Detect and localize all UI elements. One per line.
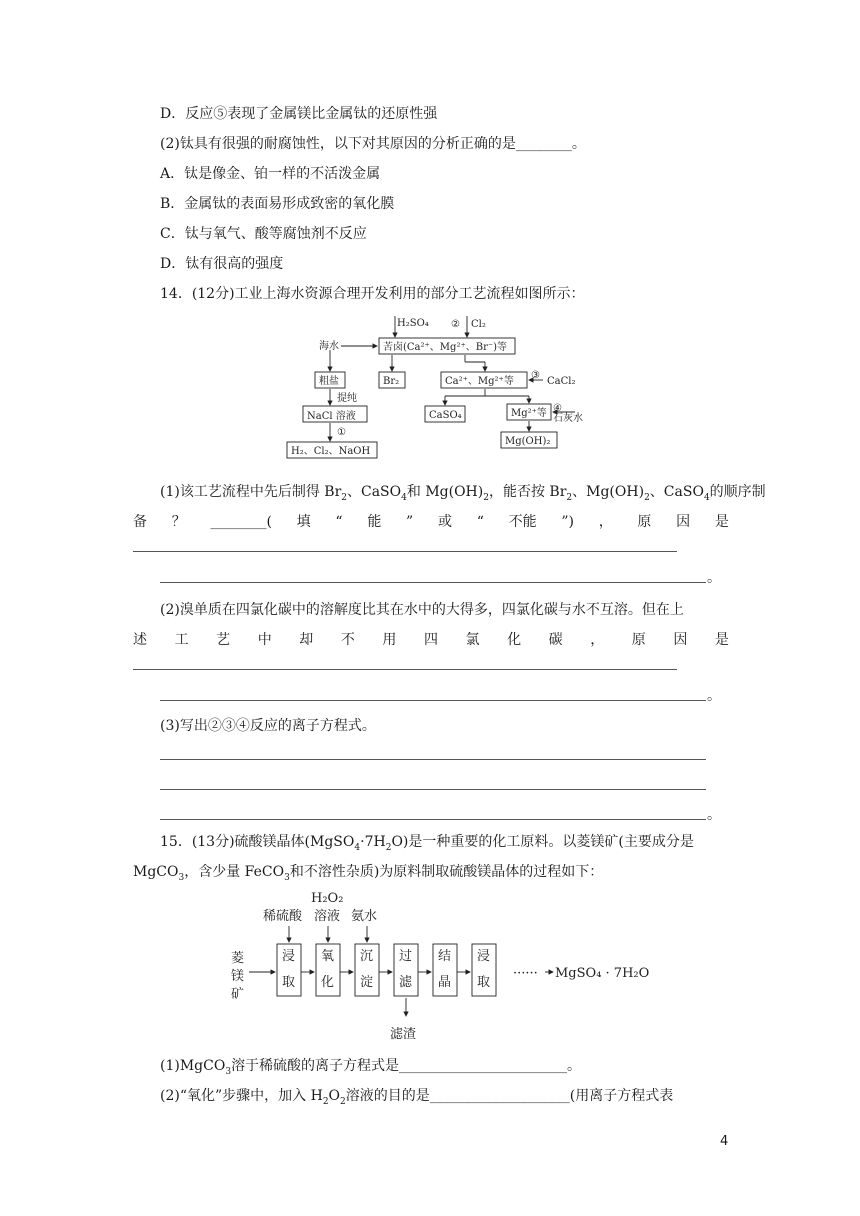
mgoh2-label: Mg(OH)₂ [505, 436, 551, 447]
answer-line[interactable] [160, 789, 706, 790]
option-c: C．钛与氧气、酸等腐蚀剂不反应 [160, 226, 367, 242]
answer-line[interactable] [133, 669, 677, 670]
question-15-title-2: MgCO$_3$，含少量 FeCO$_3$和不溶性杂质)为原料制取硫酸镁晶体的过程如下： [133, 864, 604, 883]
cacl2-label: CaCl₂ [547, 376, 576, 387]
answer-line[interactable] [160, 700, 706, 701]
question-14-title: 14．(12分)工业上海水资源合理开发利用的部分工艺流程如图所示： [160, 286, 585, 302]
seawater-flowchart [285, 312, 595, 464]
br2-label: Br₂ [383, 376, 400, 387]
question-14-2-row2: 述 工 艺 中 却 不 用 四 氯 化 碳 ， 原 因 是 [133, 632, 729, 648]
mgso4-process-flowchart [225, 888, 665, 1048]
question-14-3: (3)写出②③④反应的离子方程式。 [160, 718, 376, 734]
h2o2-label: H₂O₂ [311, 891, 344, 906]
seawater-label: 海水 [319, 341, 339, 352]
step-6a: 浸 [477, 949, 491, 964]
step-1a: 浸 [282, 949, 296, 964]
period: 。 [707, 807, 721, 823]
step-6b: 取 [477, 975, 491, 990]
product-label: MgSO₄ · 7H₂O [555, 966, 650, 981]
question-2: (2)钛具有很强的耐腐蚀性，以下对其原因的分析正确的是________。 [160, 136, 586, 152]
period: 。 [707, 688, 721, 704]
step-5b: 晶 [438, 975, 452, 990]
period: 。 [707, 570, 721, 586]
caso4-label: CaSO₄ [429, 410, 462, 421]
answer-line[interactable] [160, 582, 706, 583]
question-15-1: (1)MgCO$_3$溶于稀硫酸的离子方程式是________________________。 [160, 1058, 582, 1077]
nacl-label: NaCl 溶液 [307, 411, 356, 422]
step-2a: 氧 [321, 949, 335, 964]
option-b: B．金属钛的表面易形成致密的氧化膜 [160, 196, 395, 212]
question-14-1-row2: 备 ？ ________( 填 “ 能 ” 或 “ 不能 ”) ， 原 因 是 [133, 514, 729, 530]
page-number: 4 [720, 1134, 729, 1149]
step-4b: 滤 [399, 975, 413, 990]
bittern-label: 苦卤(Ca²⁺、Mg²⁺、Br⁻)等 [383, 342, 508, 353]
crude-salt-label: 粗盐 [319, 376, 339, 387]
option-a: A．钛是像金、铂一样的不活泼金属 [160, 166, 381, 182]
lime-label: 石灰水 [553, 413, 583, 424]
answer-line[interactable] [160, 759, 706, 760]
purify-label: 提纯 [337, 393, 357, 404]
option-d2: D．钛有很高的强度 [160, 256, 284, 272]
residue-label: 滤渣 [390, 1027, 417, 1042]
ca-mg-label: Ca²⁺、Mg²⁺等 [445, 376, 514, 387]
step3-label: ③ [531, 370, 540, 381]
sulfuric-acid-label: 稀硫酸 [263, 909, 303, 924]
step-2b: 化 [321, 975, 335, 990]
step-4a: 过 [399, 949, 413, 964]
step-3a: 沉 [360, 949, 374, 964]
raw-char-2: 镁 [231, 969, 245, 984]
answer-line[interactable] [133, 551, 677, 552]
raw-char-3: 矿 [231, 987, 245, 1002]
question-14-1: (1)该工艺流程中先后制得 $Br_2$、CaSO$_4$和 $Mg(OH)_2$，能否按 $Br_2$、$Mg(OH)_2$、CaSO$_4$的顺序制 [160, 484, 766, 503]
dots: ······ [513, 966, 538, 981]
step-5a: 结 [438, 949, 452, 964]
step4-label: ④ [553, 403, 562, 414]
question-15-2: (2)“氧化”步骤中，加入 $H_2O_2$溶液的目的是____________________(用离子方程式表 [160, 1088, 674, 1107]
question-14-2: (2)溴单质在四氯化碳中的溶解度比其在水中的大得多，四氯化碳与水不互溶。但在上 [160, 602, 684, 618]
step-1b: 取 [282, 975, 296, 990]
option-d: D．反应⑤表现了金属镁比金属钛的还原性强 [160, 106, 438, 122]
h2so4-label: H₂SO₄ [397, 318, 429, 329]
cl2-label: Cl₂ [471, 319, 486, 330]
h2o2-solution-label: 溶液 [314, 909, 341, 924]
step-3b: 淀 [360, 975, 374, 990]
answer-line[interactable] [160, 819, 706, 820]
ammonia-label: 氨水 [351, 909, 378, 924]
mg-label: Mg²⁺等 [511, 408, 547, 419]
question-15-title: 15．(13分)硫酸镁晶体$(MgSO_4\cdot 7H_2O)$是一种重要的化工原料。以菱镁矿(主要成分是 [160, 834, 694, 853]
raw-char-1: 菱 [231, 951, 245, 966]
step1-label: ① [337, 427, 346, 438]
products-label: H₂、Cl₂、NaOH [291, 446, 371, 457]
step2-label: ② [451, 319, 460, 330]
